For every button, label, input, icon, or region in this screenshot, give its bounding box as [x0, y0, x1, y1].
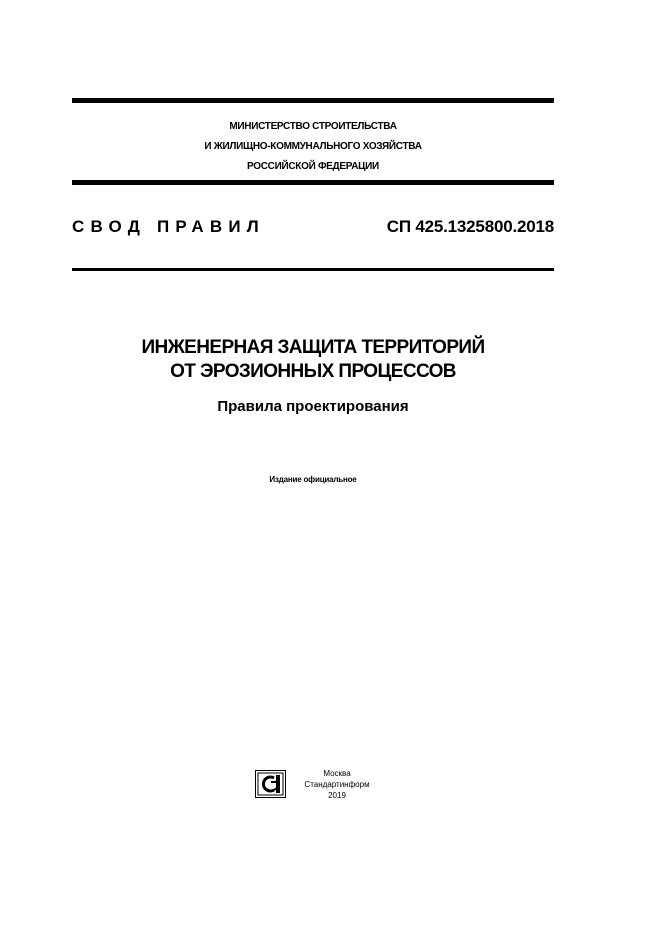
title-line-2: ОТ ЭРОЗИОННЫХ ПРОЦЕССОВ	[170, 361, 456, 382]
bottom-rule	[72, 268, 554, 271]
ministry-line-3: РОССИЙСКОЙ ФЕДЕРАЦИИ	[247, 161, 379, 172]
document-title	[72, 336, 554, 384]
ministry-block	[72, 117, 554, 177]
imprint-year: 2019	[328, 791, 346, 800]
ministry-line-1: МИНИСТЕРСТВО СТРОИТЕЛЬСТВА	[229, 121, 397, 132]
imprint-block	[292, 768, 382, 801]
top-rule	[72, 98, 554, 103]
code-number: СП 425.1325800.2018	[386, 217, 554, 236]
edition-note: Издание официальное	[269, 475, 357, 484]
title-line-1: ИНЖЕНЕРНАЯ ЗАЩИТА ТЕРРИТОРИЙ	[141, 337, 485, 358]
ministry-line-2: И ЖИЛИЩНО-КОММУНАЛЬНОГО ХОЗЯЙСТВА	[204, 141, 422, 152]
document-subtitle: Правила проектирования	[217, 398, 409, 415]
code-type: СВОД ПРАВИЛ	[72, 217, 265, 236]
middle-rule	[72, 180, 554, 185]
standartinform-logo-icon	[255, 770, 286, 798]
imprint-city: Москва	[323, 769, 351, 778]
imprint-publisher: Стандартинформ	[304, 780, 370, 789]
